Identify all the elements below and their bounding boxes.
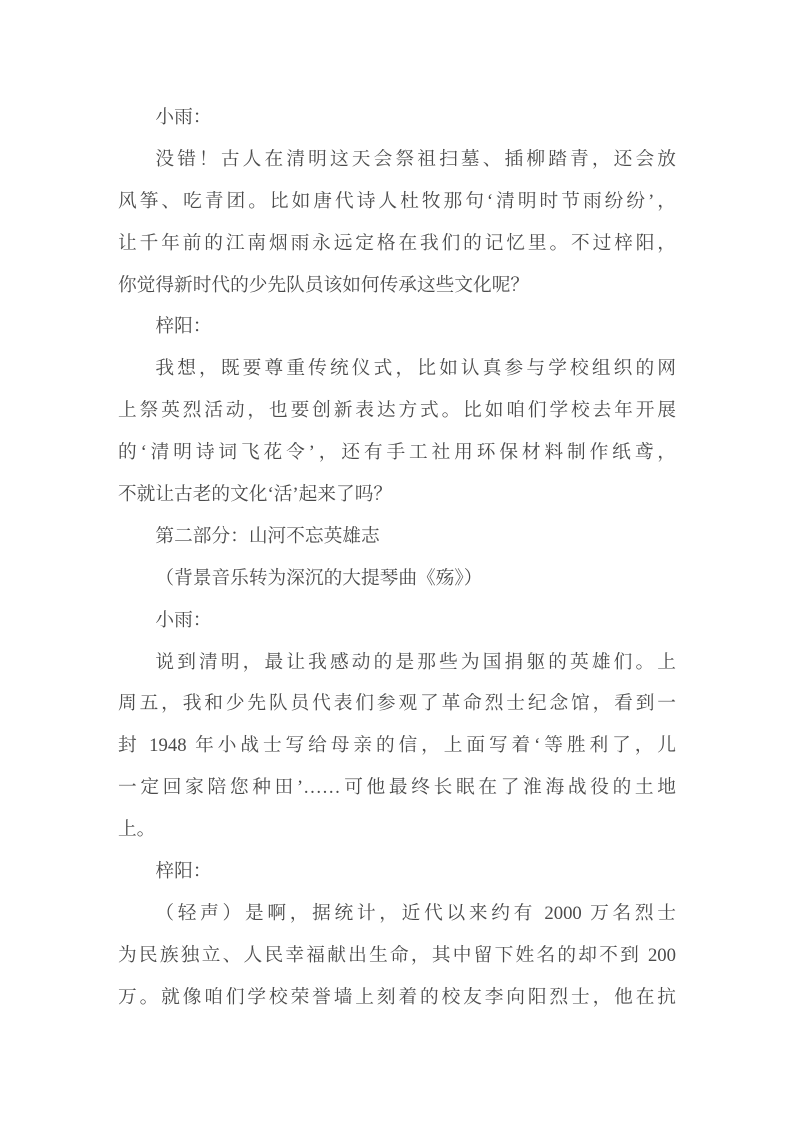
text-line: 梓阳： — [155, 861, 212, 883]
text-line: 上。 — [118, 819, 156, 841]
text-line: 风筝、吃青团。比如唐代诗人杜牧那句‘清明时节雨纷纷’， — [118, 190, 676, 212]
text-line: 上祭英烈活动，也要创新表达方式。比如咱们学校去年开展 — [118, 400, 676, 422]
text-line: 说到清明，最让我感动的是那些为国捐躯的英雄们。上 — [155, 651, 676, 673]
text-line: 小雨： — [155, 609, 212, 631]
text-line: 周五，我和少先队员代表们参观了革命烈士纪念馆，看到一 — [118, 693, 676, 715]
text-line: 不就让古老的文化‘活’起来了吗？ — [118, 484, 393, 506]
text-line: 你觉得新时代的少先队员该如何传承这些文化呢？ — [118, 274, 530, 296]
text-line: （轻声）是啊，据统计，近代以来约有 2000 万名烈士 — [155, 902, 676, 924]
text-line: 的‘清明诗词飞花令’，还有手工社用环保材料制作纸鸢， — [118, 442, 676, 464]
text-line: 一定回家陪您种田’……可他最终长眠在了淮海战役的土地 — [118, 777, 676, 799]
text-line: 小雨： — [155, 107, 212, 128]
text-line: 让千年前的江南烟雨永远定格在我们的记忆里。不过梓阳， — [118, 232, 676, 254]
text-line: 万。就像咱们学校荣誉墙上刻着的校友李向阳烈士，他在抗 — [118, 986, 676, 1008]
text-line: 为民族独立、人民幸福献出生命，其中留下姓名的却不到 200 — [118, 944, 676, 966]
document-body — [118, 97, 676, 1019]
text-line: 封 1948 年小战士写给母亲的信，上面写着‘等胜利了，儿 — [118, 735, 676, 757]
text-line: 我想，既要尊重传统仪式，比如认真参与学校组织的网 — [155, 358, 676, 380]
text-line: （背景音乐转为深沉的大提琴曲《殇》） — [155, 567, 483, 589]
text-line: 梓阳： — [155, 316, 212, 338]
text-line: 第二部分：山河不忘英雄志 — [155, 525, 380, 547]
text-line: 没错！古人在清明这天会祭祖扫墓、插柳踏青，还会放 — [155, 148, 676, 170]
